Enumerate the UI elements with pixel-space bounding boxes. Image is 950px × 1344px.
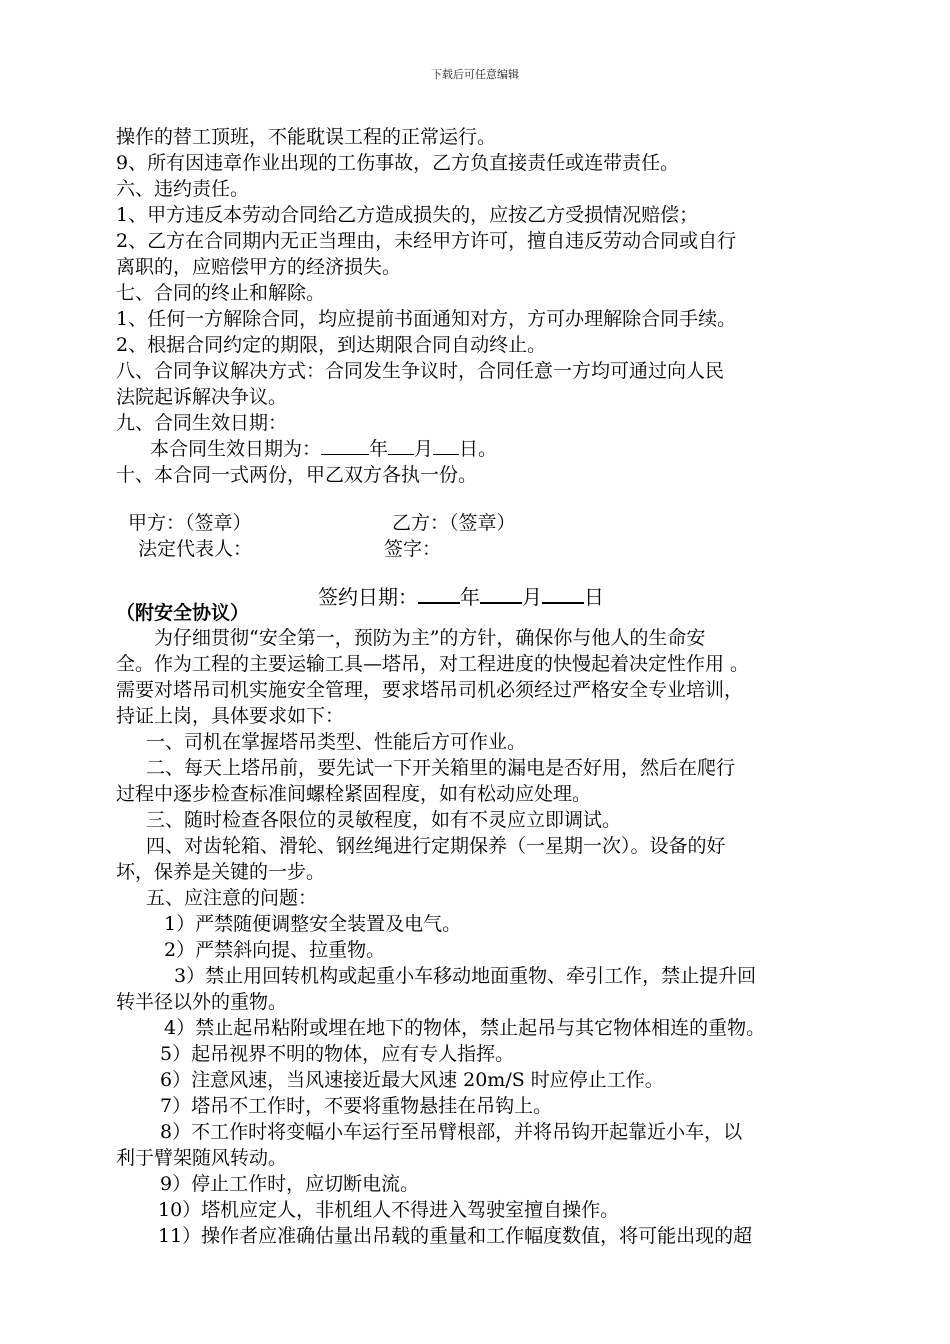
- year-blank: [321, 436, 369, 455]
- sign-year-label: 年: [460, 585, 480, 609]
- effective-date-line: [150, 436, 890, 462]
- appendix-line: 5）起吊视界不明的物体，应有专人指挥。: [160, 1043, 515, 1065]
- appendix-line: 坏，保养是关键的一步。: [116, 861, 326, 883]
- appendix-line: 四、对齿轮箱、滑轮、钢丝绳进行定期保养（一星期一次）。设备的好: [146, 835, 726, 857]
- effective-date-prefix: 本合同生效日期为：: [150, 438, 322, 460]
- day-blank: [433, 436, 459, 455]
- appendix-title: （附安全协议）: [116, 602, 250, 624]
- sign-month-label: 月: [522, 585, 542, 609]
- appendix-line: 9）停止工作时，应切断电流。: [160, 1173, 420, 1195]
- sign-day-blank: [542, 584, 584, 604]
- appendix-line: 二、每天上塔吊前，要先试一下开关箱里的漏电是否好用，然后在爬行: [146, 757, 736, 779]
- appendix-line: 7）塔吊不工作时，不要将重物悬挂在吊钩上。: [160, 1095, 553, 1117]
- section-heading: 七、合同的终止和解除。: [116, 282, 326, 304]
- appendix-line: 为仔细贯彻“安全第一，预防为主”的方针，确保你与他人的生命安: [154, 627, 706, 649]
- appendix-line: 3）禁止用回转机构或起重小车移动地面重物、牵引工作，禁止提升回: [174, 965, 757, 987]
- sign-date-line: [318, 584, 604, 610]
- party-a-label: 甲方：（签章）: [128, 512, 252, 534]
- appendix-line: 三、随时检查各限位的灵敏程度，如有不灵应立即调试。: [146, 809, 622, 831]
- sign-year-blank: [418, 584, 460, 604]
- appendix-line: 8）不工作时将变幅小车运行至吊臂根部，并将吊钩开起靠近小车，以: [160, 1121, 743, 1143]
- appendix-line: 1）严禁随便调整安全装置及电气。: [164, 913, 462, 935]
- sign-label: 签字：: [384, 538, 442, 560]
- page-header: 下载后可任意编辑: [431, 68, 519, 81]
- day-label: 日。: [459, 438, 498, 460]
- text-line: 八、合同争议解决方式：合同发生争议时，合同任意一方均可通过向人民: [116, 360, 725, 382]
- text-line: 操作的替工顶班，不能耽误工程的正常运行。: [116, 126, 497, 148]
- section-heading: 六、违约责任。: [116, 178, 250, 200]
- year-label: 年: [369, 438, 389, 460]
- appendix-line: 4）禁止起吊粘附或埋在地下的物体，禁止起吊与其它物体相连的重物。: [164, 1017, 766, 1039]
- appendix-line: 全。作为工程的主要运输工具—塔吊，对工程进度的快慢起着决定性作用 。: [116, 653, 750, 675]
- text-line: 9、所有因违章作业出现的工伤事故，乙方负直接责任或连带责任。: [116, 152, 680, 174]
- appendix-line: 五、应注意的问题：: [146, 887, 318, 909]
- appendix-line: 利于臂架随风转动。: [116, 1147, 288, 1169]
- appendix-line: 需要对塔吊司机实施安全管理，要求塔吊司机必须经过严格安全专业培训，: [116, 679, 744, 701]
- appendix-line: 持证上岗，具体要求如下：: [116, 705, 345, 727]
- sign-date-label: 签约日期：: [318, 585, 418, 609]
- party-b-label: 乙方：（签章）: [392, 512, 516, 534]
- text-line: 离职的，应赔偿甲方的经济损失。: [116, 256, 402, 278]
- month-label: 月: [414, 438, 434, 460]
- appendix-line: 一、司机在掌握塔吊类型、性能后方可作业。: [146, 731, 527, 753]
- text-line: 2、根据合同约定的期限，到达期限合同自动终止。: [116, 334, 547, 356]
- appendix-line: 2）严禁斜向提、拉重物。: [164, 939, 386, 961]
- text-line: 2、乙方在合同期内无正当理由，未经甲方许可，擅自违反劳动合同或自行: [116, 230, 737, 252]
- text-line: 十、本合同一式两份，甲乙双方各执一份。: [116, 464, 478, 486]
- legal-rep-label: 法定代表人：: [138, 538, 253, 560]
- sign-month-blank: [480, 584, 522, 604]
- appendix-line: 11）操作者应准确估量出吊载的重量和工作幅度数值，将可能出现的超: [158, 1225, 753, 1247]
- appendix-line: 10）塔机应定人，非机组人不得进入驾驶室擅自操作。: [158, 1199, 620, 1221]
- month-blank: [388, 436, 414, 455]
- section-heading: 九、合同生效日期：: [116, 412, 288, 434]
- appendix-line: 6）注意风速，当风速接近最大风速 20m/S 时应停止工作。: [160, 1069, 664, 1091]
- appendix-line: 过程中逐步检查标准间螺栓紧固程度，如有松动应处理。: [116, 783, 592, 805]
- text-line: 1、甲方违反本劳动合同给乙方造成损失的，应按乙方受损情况赔偿；: [116, 204, 699, 226]
- sign-day-label: 日: [584, 585, 604, 609]
- appendix-line: 转半径以外的重物。: [116, 991, 288, 1013]
- text-line: 法院起诉解决争议。: [116, 386, 288, 408]
- text-line: 1、任何一方解除合同，均应提前书面通知对方，方可办理解除合同手续。: [116, 308, 737, 330]
